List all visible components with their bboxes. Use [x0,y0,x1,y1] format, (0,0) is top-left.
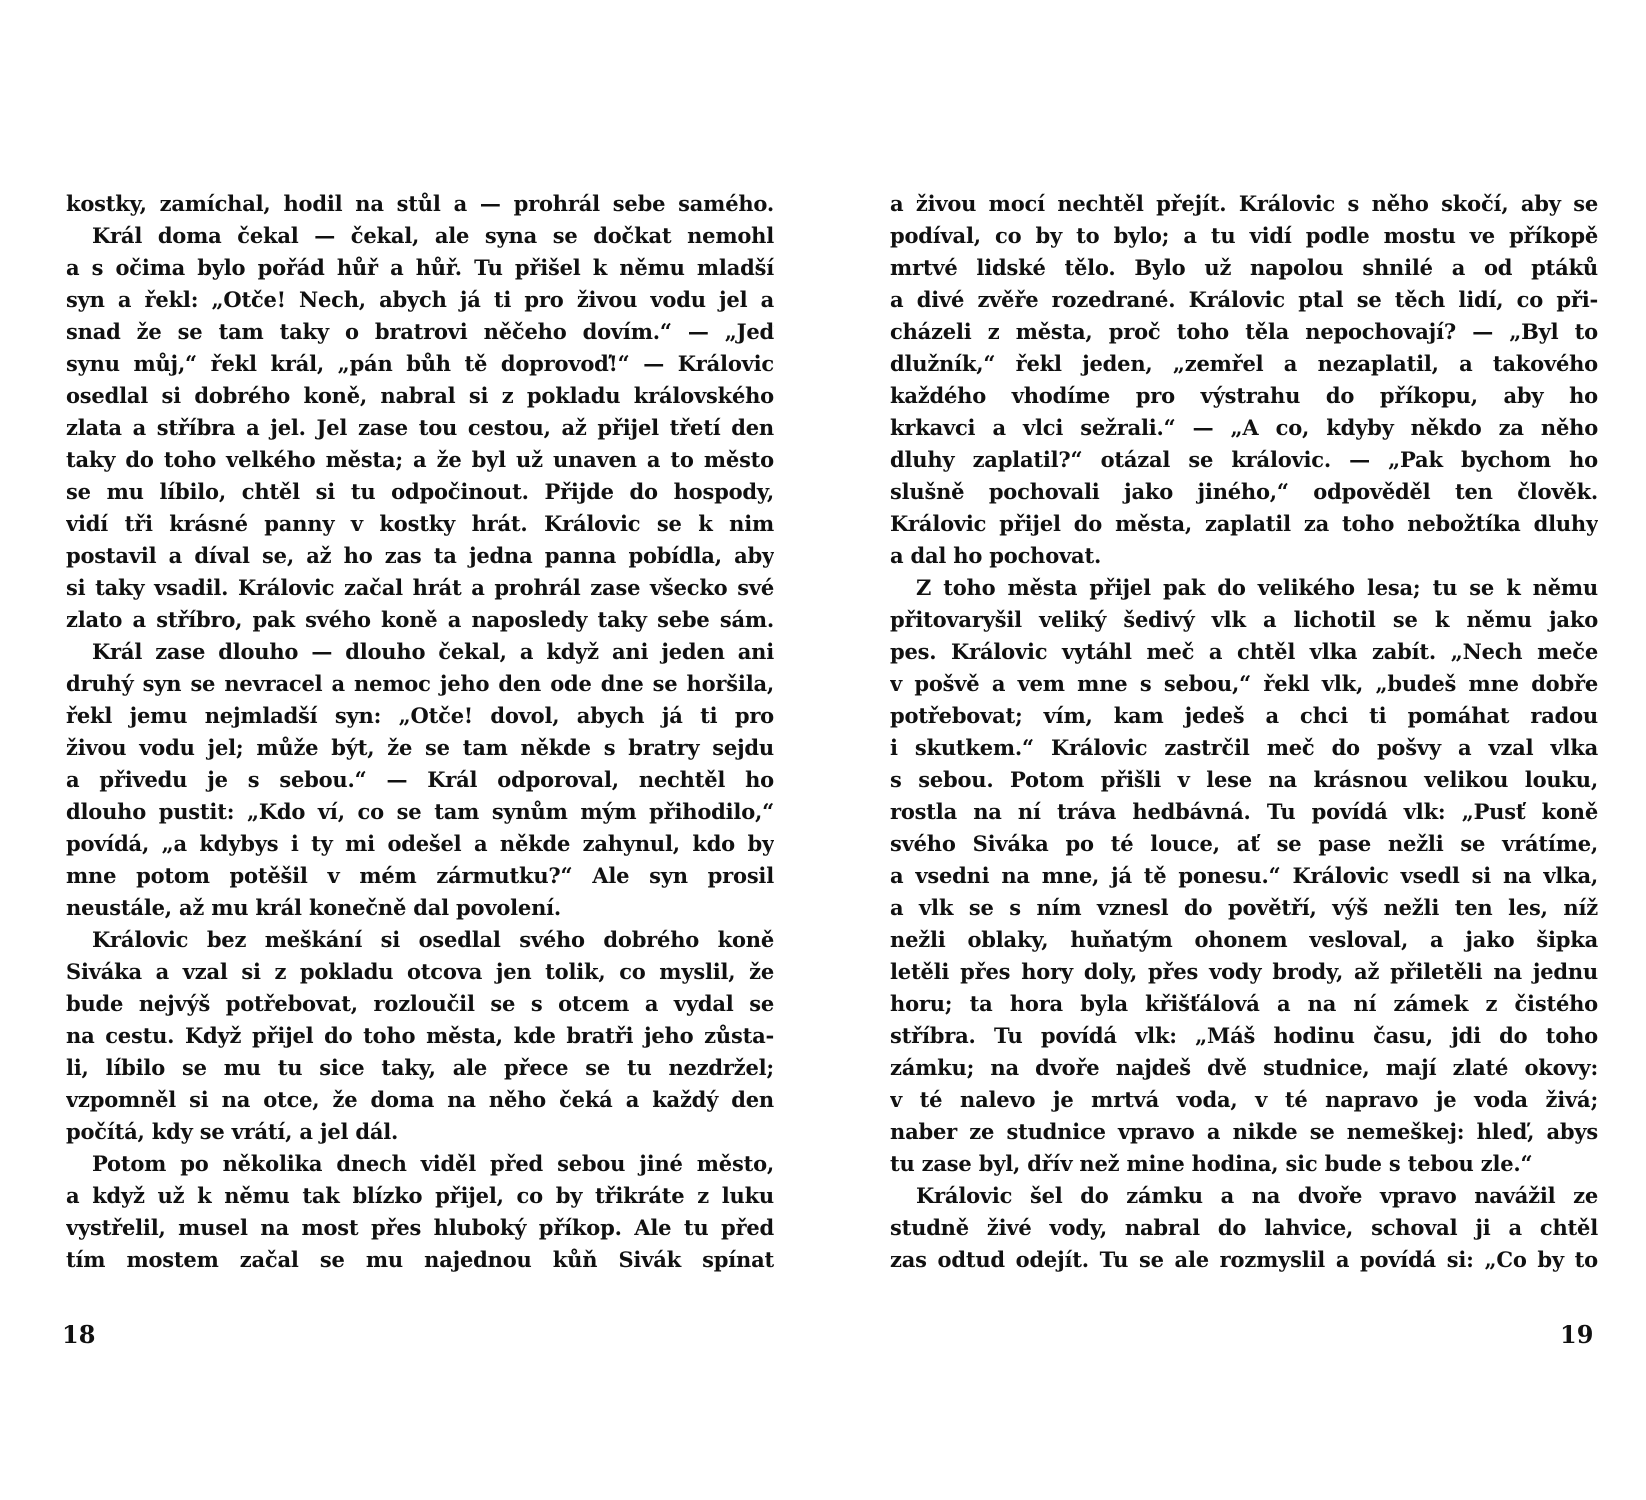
text-line: pes. Královic vytáhl meč a chtěl vlka zabít. „Nech meče [890,639,1598,664]
text-line: a divé zvěře rozedrané. Královic ptal se těch lidí, co při- [890,287,1598,312]
text-line: se mu líbilo, chtěl si tu odpočinout. Přijde do hospody, [66,479,774,504]
text-line: vystřelil, musel na most přes hluboký příkop. Ale tu před [66,1215,774,1240]
text-line: v pošvě a vem mne s sebou,“ řekl vlk, „budeš mne dobře [890,671,1598,696]
text-line: zlato a stříbro, pak svého koně a naposledy taky sebe sám. [66,607,774,632]
text-line: svého Siváka po té louce, ať se pase nežli se vrátíme, [890,831,1598,856]
text-line: tím mostem začal se mu najednou kůň Sivák spínat [66,1247,774,1272]
text-line: a živou mocí nechtěl přejít. Královic s něho skočí, aby se [890,191,1598,216]
text-line: dlouho pustit: „Kdo ví, co se tam synům mým přihodilo,“ [66,799,774,824]
text-line: zámku; na dvoře najdeš dvě studnice, mají zlaté okovy: [890,1055,1598,1080]
text-line: zlata a stříbra a jel. Jel zase tou cestou, až přijel třetí den [66,415,774,440]
text-line: na cestu. Když přijel do toho města, kde bratři jeho zůsta- [66,1023,774,1048]
text-line: synu můj,“ řekl král, „pán bůh tě doprovoď!“ — Královic [66,351,774,376]
text-line: druhý syn se nevracel a nemoc jeho den ode dne se horšila, [66,671,774,696]
text-line: letěli přes hory doly, přes vody brody, až přiletěli na jednu [890,959,1598,984]
text-line: s sebou. Potom přišli v lese na krásnou velikou louku, [890,767,1598,792]
text-line: si taky vsadil. Královic začal hrát a prohrál zase všecko své [66,575,774,600]
text-line: Král zase dlouho — dlouho čekal, a když ani jeden ani [92,639,774,664]
text-line: zas odtud odejít. Tu se ale rozmyslil a povídá si: „Co by to [890,1247,1598,1272]
text-line: přitovaryšil veliký šedivý vlk a lichotil se k němu jako [890,607,1598,632]
text-line: počítá, kdy se vrátí, a jel dál. [66,1119,399,1144]
text-line: a vsedni na mne, já tě ponesu.“ Královic vsedl si na vlka, [890,863,1598,888]
text-line: nežli oblaky, huňatým ohonem vesloval, a jako šipka [890,927,1598,952]
page-number-left: 18 [62,1320,96,1349]
text-line: vzpomněl si na otce, že doma na něho čeká a každý den [66,1087,774,1112]
text-line: neustále, až mu král konečně dal povolení. [66,895,562,920]
text-line: tu zase byl, dřív než mine hodina, sic bude s tebou zle.“ [890,1151,1533,1176]
text-line: každého vhodíme pro výstrahu do příkopu, aby ho [890,383,1598,408]
text-line: Z toho města přijel pak do velikého lesa; tu se k němu [916,575,1598,600]
text-line: mrtvé lidské tělo. Bylo už napolou shnilé a od ptáků [890,255,1598,280]
text-line: v té nalevo je mrtvá voda, v té napravo je voda živá; [890,1087,1598,1112]
text-line: bude nejvýš potřebovat, rozloučil se s otcem a vydal se [66,991,774,1016]
text-line: dlužník,“ řekl jeden, „zemřel a nezaplatil, a takového [890,351,1598,376]
text-line: a když už k němu tak blízko přijel, co by třikráte z luku [66,1183,774,1208]
text-line: živou vodu jel; může být, že se tam někde s bratry sejdu [66,735,774,760]
text-line: Siváka a vzal si z pokladu otcova jen tolik, co myslil, že [66,959,774,984]
text-line: a s očima bylo pořád hůř a hůř. Tu přišel k němu mladší [66,255,774,280]
page-number-right: 19 [1560,1320,1594,1349]
text-line: stříbra. Tu povídá vlk: „Máš hodinu času, jdi do toho [890,1023,1598,1048]
text-line: podíval, co by to bylo; a tu vidí podle mostu ve příkopě [890,223,1598,248]
text-line: rostla na ní tráva hedbávná. Tu povídá vlk: „Pusť koně [890,799,1598,824]
text-line: povídá, „a kdybys i ty mi odešel a někde zahynul, kdo by [66,831,774,856]
text-line: postavil a díval se, až ho zas ta jedna panna pobídla, aby [66,543,774,568]
left-page-text [66,188,774,1276]
text-line: kostky, zamíchal, hodil na stůl a — prohrál sebe samého. [66,191,774,216]
text-line: potřebovat; vím, kam jedeš a chci ti pomáhat radou [890,703,1598,728]
text-line: i skutkem.“ Královic zastrčil meč do pošvy a vzal vlka [890,735,1598,760]
text-line: taky do toho velkého města; a že byl už unaven a to město [66,447,774,472]
text-line: a dal ho pochovat. [890,543,1102,568]
text-line: osedlal si dobrého koně, nabral si z pokladu královského [66,383,774,408]
text-line: dluhy zaplatil?“ otázal se královic. — „Pak bychom ho [890,447,1598,472]
text-line: vidí tři krásné panny v kostky hrát. Královic se k nim [66,511,774,536]
text-line: krkavci a vlci sežrali.“ — „A co, kdyby někdo za něho [890,415,1598,440]
text-line: Královic šel do zámku a na dvoře vpravo navážil ze [916,1183,1598,1208]
text-line: Královic přijel do města, zaplatil za toho nebožtíka dluhy [890,511,1598,536]
text-line: Král doma čekal — čekal, ale syna se dočkat nemohl [92,223,774,248]
text-line: a přivedu je s sebou.“ — Král odporoval, nechtěl ho [66,767,774,792]
text-line: studně živé vody, nabral do lahvice, schoval ji a chtěl [890,1215,1598,1240]
text-line: cházeli z města, proč toho těla nepochovají? — „Byl to [890,319,1598,344]
text-line: li, líbilo se mu tu sice taky, ale přece se tu nezdržel; [66,1055,774,1080]
text-line: Královic bez meškání si osedlal svého dobrého koně [92,927,774,952]
text-line: mne potom potěšil v mém zármutku?“ Ale syn prosil [66,863,774,888]
text-line: naber ze studnice vpravo a nikde se nemeškej: hleď, abys [890,1119,1598,1144]
right-page-text [890,188,1598,1276]
text-line: snad že se tam taky o bratrovi něčeho dovím.“ — „Jeď [66,319,774,344]
text-line: Potom po několika dnech viděl před sebou jiné město, [92,1151,774,1176]
text-line: řekl jemu nejmladší syn: „Otče! dovol, abych já ti pro [66,703,774,728]
text-line: slušně pochovali jako jiného,“ odpověděl ten člověk. [890,479,1598,504]
text-line: horu; ta hora byla křišťálová a na ní zámek z čistého [890,991,1598,1016]
text-line: a vlk se s ním vznesl do povětří, výš nežli ten les, níž [890,895,1598,920]
text-line: syn a řekl: „Otče! Nech, abych já ti pro živou vodu jel a [66,287,774,312]
